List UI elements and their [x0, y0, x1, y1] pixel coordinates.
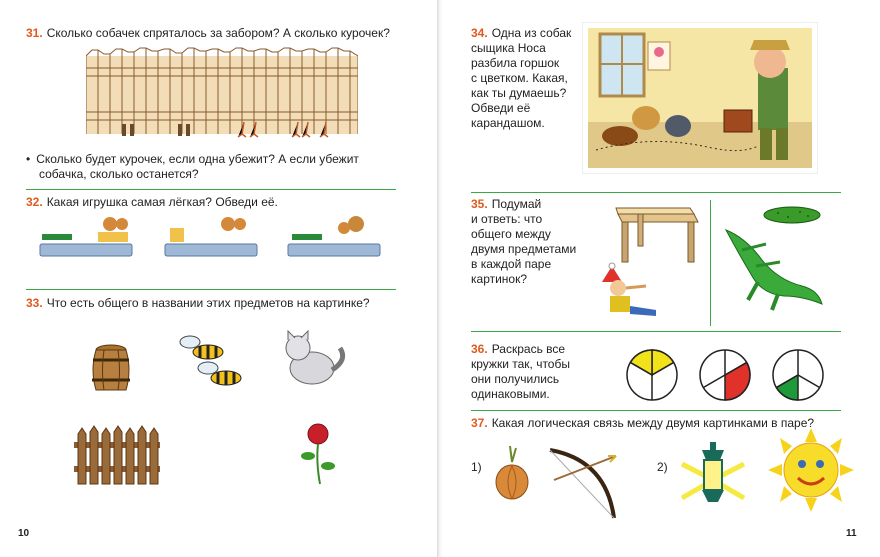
- bow-and-arrow-picture: [544, 444, 620, 522]
- q34-line: как ты думаешь?: [471, 86, 567, 100]
- q34-line: карандашом.: [471, 116, 545, 130]
- q31-followup: [26, 152, 359, 182]
- q35-line: Подумай: [491, 197, 542, 211]
- cat-picture: [276, 330, 352, 388]
- circle-red-segment: [700, 350, 750, 400]
- sun-picture: [768, 428, 854, 512]
- color-circles: [624, 346, 828, 404]
- circle-yellow-segment: [627, 350, 677, 400]
- q35-line: двумя предметами: [471, 242, 577, 256]
- cucumber-picture: [760, 204, 824, 226]
- q35-text-block: [471, 197, 585, 287]
- section-divider: [471, 410, 841, 411]
- q35-line: и ответь: что: [471, 212, 543, 226]
- pair1-label: 1): [471, 460, 482, 474]
- q31-text: Сколько собачек спряталось за забором? А сколько курочек?: [46, 26, 390, 40]
- fence-picture: [74, 424, 160, 488]
- page-number-right: 11: [846, 528, 857, 539]
- rose-picture: [298, 422, 338, 486]
- q36-line: одинаковыми.: [471, 387, 550, 401]
- bullet: •: [26, 152, 31, 166]
- section-divider: [471, 331, 841, 332]
- toy-scales-illustration: [38, 212, 388, 264]
- barrel-picture: [88, 344, 134, 396]
- q32-text: Какая игрушка самая лёгкая? Обведи её.: [46, 195, 278, 209]
- q33-title: [26, 296, 370, 311]
- book-spine: [437, 0, 443, 557]
- q36-line: Раскрась все: [491, 342, 566, 356]
- q37-number: 37.: [471, 416, 488, 430]
- q37-text: Какая логическая связь между двумя картинками в паре?: [491, 416, 815, 430]
- table-picture: [610, 200, 702, 264]
- q35-line: картинок?: [471, 272, 528, 286]
- section-divider: [471, 192, 841, 193]
- q32-title: [26, 195, 278, 210]
- bees-picture: [168, 330, 256, 394]
- q34-line: с цветком. Какая,: [471, 71, 568, 85]
- circle-green-segment: [773, 350, 823, 400]
- q34-line: сыщика Носа: [471, 41, 546, 55]
- q37-title: [471, 416, 814, 431]
- q35-line: в каждой паре: [471, 257, 552, 271]
- q36-line: кружки так, чтобы: [471, 357, 570, 371]
- q34-line: Обведи её: [471, 101, 531, 115]
- q33-number: 33.: [26, 296, 43, 310]
- q34-text-block: [471, 26, 577, 131]
- q33-text: Что есть общего в названии этих предметов на картинке?: [46, 296, 370, 310]
- page-number-left: 10: [18, 528, 30, 539]
- q36-text-block: [471, 342, 601, 402]
- q34-number: 34.: [471, 26, 488, 40]
- fence-with-dogs-and-chickens: [86, 46, 358, 138]
- q31-followup-line2: собачка, сколько останется?: [39, 167, 199, 181]
- section-divider: [26, 289, 396, 290]
- lantern-picture: [680, 440, 746, 512]
- crocodile-picture: [722, 226, 826, 312]
- detective-scene-picture: [582, 22, 818, 174]
- q34-line: разбила горшок: [471, 56, 560, 70]
- q31-followup-line1: Сколько будет курочек, если одна убежит? А если убежит: [36, 152, 359, 166]
- q36-number: 36.: [471, 342, 488, 356]
- q36-line: они получились: [471, 372, 560, 386]
- pinocchio-picture: [596, 262, 674, 318]
- vertical-divider: [710, 200, 711, 326]
- q32-number: 32.: [26, 195, 43, 209]
- q34-line: Одна из собак: [491, 26, 572, 40]
- onion-picture: [492, 444, 532, 502]
- q31-number: 31.: [26, 26, 43, 40]
- q35-line: общего между: [471, 227, 551, 241]
- pair2-label: 2): [657, 460, 668, 474]
- q31-title: [26, 26, 390, 41]
- section-divider: [26, 189, 396, 190]
- q35-number: 35.: [471, 197, 488, 211]
